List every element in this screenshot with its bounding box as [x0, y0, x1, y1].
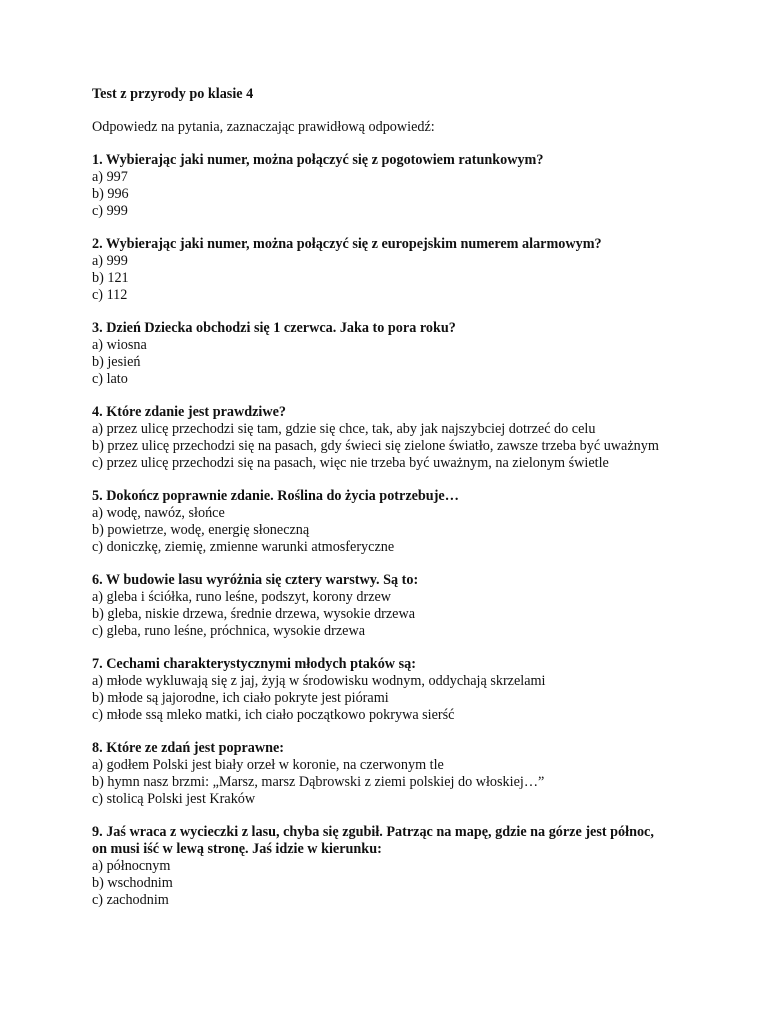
question-3 — [92, 320, 672, 388]
question-text: 3. Dzień Dziecka obchodzi się 1 czerwca. Jaka to pora roku? — [92, 320, 456, 336]
question-9 — [92, 824, 672, 909]
question-text: 1. Wybierając jaki numer, można połączyć się z pogotowiem ratunkowym? — [92, 152, 544, 168]
question-7 — [92, 656, 672, 724]
question-4 — [92, 404, 672, 472]
question-2 — [92, 236, 672, 304]
answer-option-b: b) jesień — [92, 354, 141, 370]
question-5 — [92, 488, 672, 556]
answer-option-b: b) przez ulicę przechodzi się na pasach, gdy świeci się zielone światło, zawsze trzeba być uważnym — [92, 438, 659, 454]
answer-option-c: c) lato — [92, 371, 128, 387]
question-text: 5. Dokończ poprawnie zdanie. Roślina do życia potrzebuje… — [92, 488, 459, 504]
question-text: 7. Cechami charakterystycznymi młodych ptaków są: — [92, 656, 416, 672]
answer-option-c: c) stolicą Polski jest Kraków — [92, 791, 256, 807]
document-title: Test z przyrody po klasie 4 — [92, 86, 254, 102]
question-text: 6. W budowie lasu wyróżnia się cztery warstwy. Są to: — [92, 572, 419, 588]
answer-option-a: a) przez ulicę przechodzi się tam, gdzie się chce, tak, aby jak najszybciej dotrzeć do celu — [92, 421, 596, 437]
answer-option-c: c) doniczkę, ziemię, zmienne warunki atmosferyczne — [92, 539, 395, 555]
question-text: 9. Jaś wraca z wycieczki z lasu, chyba się zgubił. Patrząc na mapę, gdzie na górze jest północ, on musi iść w lewą stronę. Jaś idzie w kierunku: — [92, 824, 654, 857]
answer-option-b: b) wschodnim — [92, 875, 173, 891]
answer-option-a: a) północnym — [92, 858, 171, 874]
answer-option-b: b) 121 — [92, 270, 129, 286]
answer-option-a: a) wodę, nawóz, słońce — [92, 505, 225, 521]
answer-option-a: a) 999 — [92, 253, 128, 269]
document-instruction: Odpowiedz na pytania, zaznaczając prawidłową odpowiedź: — [92, 119, 435, 135]
answer-option-a: a) godłem Polski jest biały orzeł w koronie, na czerwonym tle — [92, 757, 444, 773]
answer-option-a: a) gleba i ściółka, runo leśne, podszyt, korony drzew — [92, 589, 392, 605]
answer-option-b: b) młode są jajorodne, ich ciało pokryte jest piórami — [92, 690, 389, 706]
answer-option-a: a) 997 — [92, 169, 128, 185]
answer-option-c: c) 112 — [92, 287, 128, 303]
question-6 — [92, 572, 672, 640]
question-1 — [92, 152, 672, 220]
answer-option-c: c) młode ssą mleko matki, ich ciało początkowo pokrywa sierść — [92, 707, 455, 723]
answer-option-b: b) 996 — [92, 186, 129, 202]
answer-option-c: c) zachodnim — [92, 892, 169, 908]
answer-option-a: a) młode wykluwają się z jaj, żyją w środowisku wodnym, oddychają skrzelami — [92, 673, 546, 689]
answer-option-c: c) gleba, runo leśne, próchnica, wysokie drzewa — [92, 623, 365, 639]
answer-option-b: b) hymn nasz brzmi: „Marsz, marsz Dąbrowski z ziemi polskiej do włoskiej…” — [92, 774, 545, 790]
question-text: 2. Wybierając jaki numer, można połączyć się z europejskim numerem alarmowym? — [92, 236, 602, 252]
answer-option-b: b) gleba, niskie drzewa, średnie drzewa, wysokie drzewa — [92, 606, 416, 622]
document-page — [92, 86, 672, 909]
question-8 — [92, 740, 672, 808]
question-text: 4. Które zdanie jest prawdziwe? — [92, 404, 286, 420]
answer-option-c: c) przez ulicę przechodzi się na pasach, więc nie trzeba być uważnym, na zielonym świetle — [92, 455, 609, 471]
answer-option-c: c) 999 — [92, 203, 128, 219]
answer-option-a: a) wiosna — [92, 337, 147, 353]
question-text: 8. Które ze zdań jest poprawne: — [92, 740, 285, 756]
answer-option-b: b) powietrze, wodę, energię słoneczną — [92, 522, 310, 538]
